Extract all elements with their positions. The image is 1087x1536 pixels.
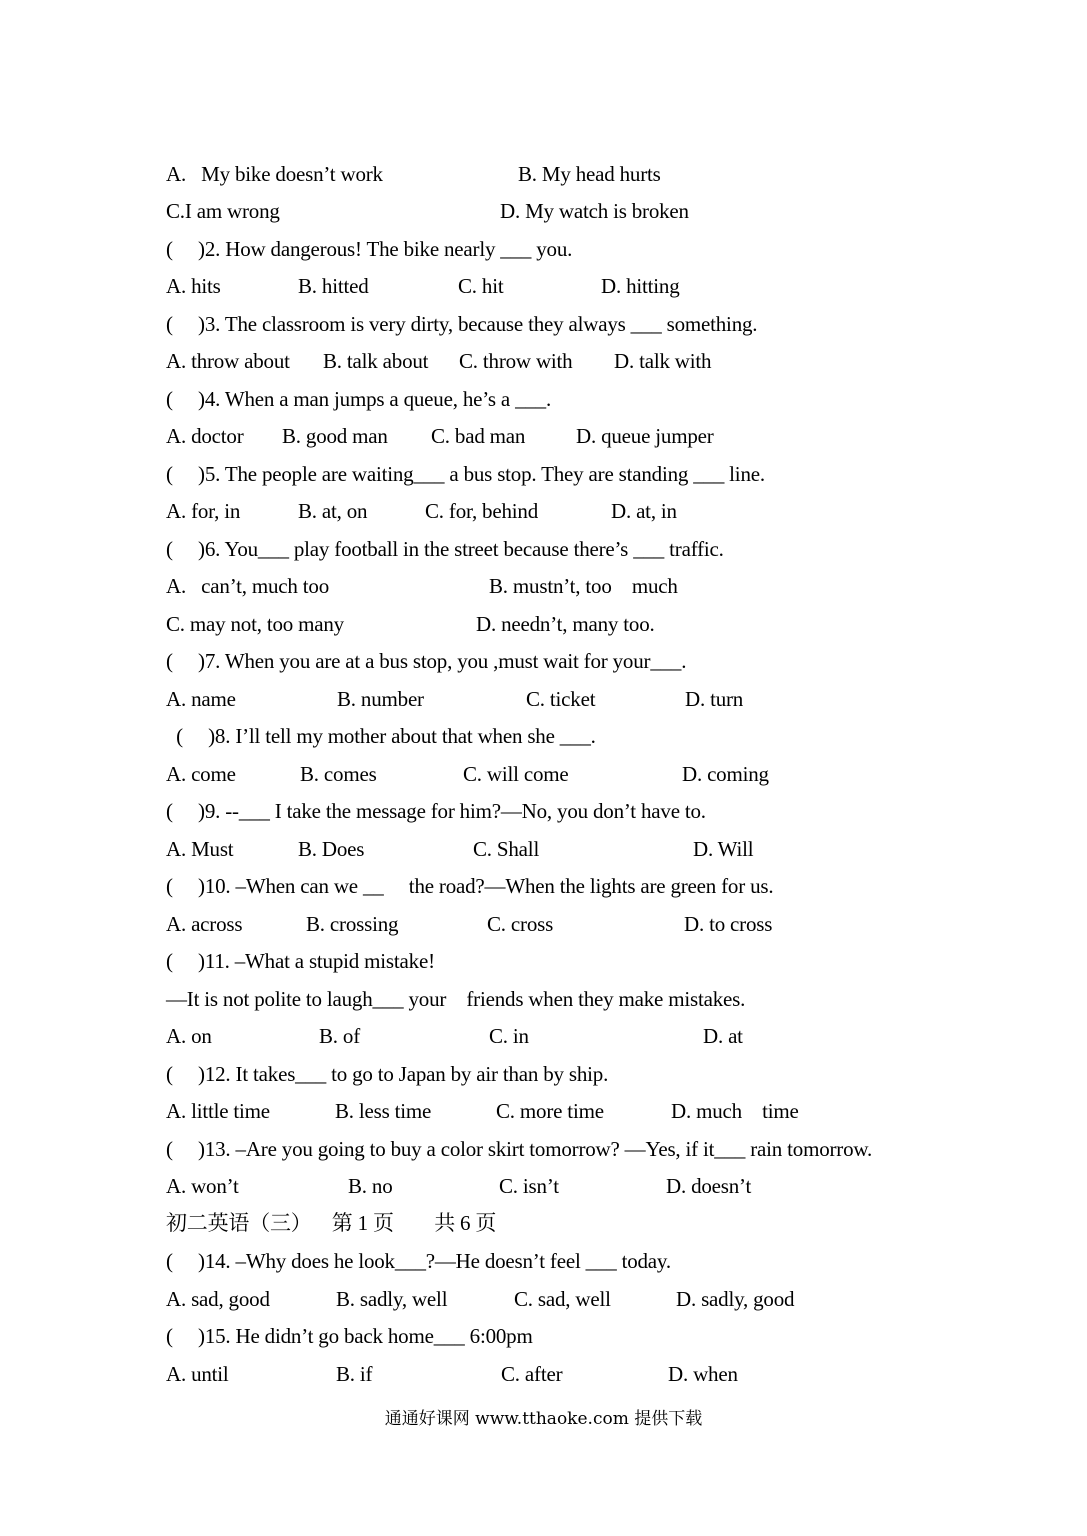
- answer-option: A. name: [166, 687, 236, 711]
- answer-option: D. My watch is broken: [500, 199, 689, 223]
- answer-option: B. talk about: [323, 349, 429, 373]
- question-line: ( )12. It takes___ to go to Japan by air than by ship.: [166, 1062, 609, 1086]
- answer-option: D. needn’t, many too.: [476, 612, 655, 636]
- answer-option: C. isn’t: [499, 1174, 559, 1198]
- answer-option: A. for, in: [166, 499, 241, 523]
- answer-option: B. comes: [300, 762, 377, 786]
- question-line: ( )4. When a man jumps a queue, he’s a ___.: [166, 387, 552, 411]
- answer-option: D. hitting: [601, 274, 680, 298]
- answer-option: D. talk with: [614, 349, 712, 373]
- question-line: ( )3. The classroom is very dirty, because they always ___ something.: [166, 312, 758, 336]
- answer-option: B. mustn’t, too much: [489, 574, 678, 598]
- question-line: ( )5. The people are waiting___ a bus stop. They are standing ___ line.: [166, 462, 765, 486]
- answer-option: A. across: [166, 912, 243, 936]
- answer-option: C.I am wrong: [166, 199, 280, 223]
- answer-option: D. coming: [682, 762, 769, 786]
- answer-option: B. Does: [298, 837, 365, 861]
- answer-option: A. come: [166, 762, 236, 786]
- answer-option: B. hitted: [298, 274, 369, 298]
- answer-option: C. bad man: [431, 424, 526, 448]
- answer-option: B. at, on: [298, 499, 368, 523]
- answer-option: C. Shall: [473, 837, 540, 861]
- answer-option: D. Will: [693, 837, 754, 861]
- question-line: ( )13. –Are you going to buy a color skirt tomorrow? —Yes, if it___ rain tomorrow.: [166, 1137, 873, 1161]
- question-line: ( )10. –When can we __ the road?—When the lights are green for us.: [166, 874, 774, 898]
- answer-option: A. hits: [166, 274, 221, 298]
- question-line: ( )6. You___ play football in the street because there’s ___ traffic.: [166, 537, 724, 561]
- answer-option: C. hit: [458, 274, 504, 298]
- answer-option: A. until: [166, 1362, 229, 1386]
- question-line: —It is not polite to laugh___ your friends when they make mistakes.: [166, 987, 746, 1011]
- answer-option: B. My head hurts: [518, 162, 661, 186]
- answer-option: D. sadly, good: [676, 1287, 795, 1311]
- answer-option: D. when: [668, 1362, 738, 1386]
- answer-option: C. cross: [487, 912, 554, 936]
- answer-option: B. good man: [282, 424, 388, 448]
- answer-option: A. doctor: [166, 424, 244, 448]
- answer-option: B. of: [319, 1024, 361, 1048]
- answer-option: D. turn: [685, 687, 744, 711]
- answer-option: B. sadly, well: [336, 1287, 448, 1311]
- answer-option: A. can’t, much too: [166, 574, 329, 598]
- question-line: ( )14. –Why does he look___?—He doesn’t feel ___ today.: [166, 1249, 671, 1273]
- answer-option: D. at: [703, 1024, 743, 1048]
- answer-option: C. after: [501, 1362, 563, 1386]
- question-line: ( )9. --___ I take the message for him?—No, you don’t have to.: [166, 799, 706, 823]
- question-line: ( )2. How dangerous! The bike nearly ___ you.: [166, 237, 573, 261]
- question-line: ( )11. –What a stupid mistake!: [166, 949, 435, 973]
- question-line: ( )8. I’ll tell my mother about that when she ___.: [166, 724, 596, 748]
- answer-option: C. throw with: [459, 349, 573, 373]
- answer-option: C. for, behind: [425, 499, 539, 523]
- question-line: ( )15. He didn’t go back home___ 6:00pm: [166, 1324, 533, 1348]
- answer-option: B. crossing: [306, 912, 399, 936]
- answer-option: C. more time: [496, 1099, 604, 1123]
- answer-option: B. number: [337, 687, 424, 711]
- answer-option: B. no: [348, 1174, 393, 1198]
- page-footer: 通通好课网 www.tthaoke.com 提供下载: [384, 1409, 703, 1429]
- answer-option: D. to cross: [684, 912, 773, 936]
- answer-option: A. sad, good: [166, 1287, 270, 1311]
- answer-option: C. ticket: [526, 687, 596, 711]
- answer-option: A. won’t: [166, 1174, 239, 1198]
- answer-option: C. in: [489, 1024, 529, 1048]
- answer-option: D. queue jumper: [576, 424, 714, 448]
- answer-option: D. at, in: [611, 499, 677, 523]
- answer-option: D. doesn’t: [666, 1174, 752, 1198]
- answer-option: B. if: [336, 1362, 373, 1386]
- answer-option: A. little time: [166, 1099, 270, 1123]
- answer-option: A. throw about: [166, 349, 290, 373]
- answer-option: A. My bike doesn’t work: [166, 162, 383, 186]
- page-number-line: 初二英语（三） 第 1 页 共 6 页: [166, 1211, 497, 1235]
- question-line: ( )7. When you are at a bus stop, you ,must wait for your___.: [166, 649, 687, 673]
- answer-option: C. will come: [463, 762, 569, 786]
- answer-option: A. Must: [166, 837, 234, 861]
- answer-option: B. less time: [335, 1099, 432, 1123]
- answer-option: C. sad, well: [514, 1287, 611, 1311]
- answer-option: D. much time: [671, 1099, 799, 1123]
- answer-option: C. may not, too many: [166, 612, 344, 636]
- answer-option: A. on: [166, 1024, 212, 1048]
